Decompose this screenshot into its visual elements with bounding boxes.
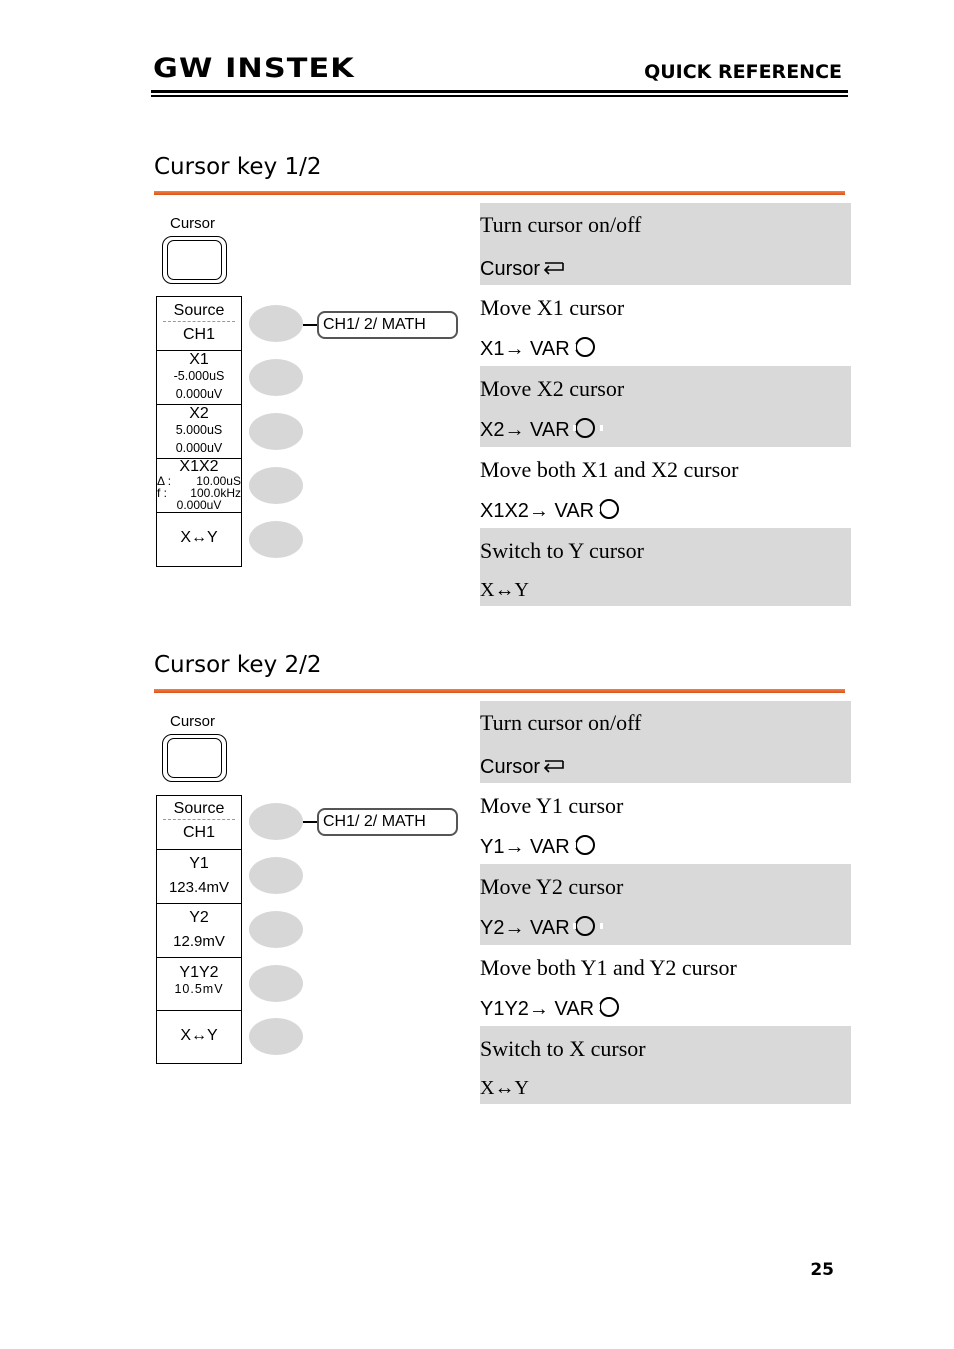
source-options-box: CH1/ 2/ MATH — [317, 808, 458, 836]
row-desc: Move X2 cursor — [480, 376, 625, 401]
key-text: X1→ VAR — [480, 338, 570, 360]
softkey-1[interactable] — [249, 803, 303, 840]
section-divider — [154, 191, 845, 195]
row-key — [480, 835, 595, 859]
softkey-5[interactable] — [249, 1018, 303, 1055]
x2-volt: 0.000uV — [175, 441, 223, 455]
row-desc: Turn cursor on/off — [480, 710, 642, 735]
section-title: Cursor key 2/2 — [154, 652, 322, 678]
y1-value: 123.4mV — [168, 879, 230, 896]
softkey-3[interactable] — [249, 911, 303, 948]
row-key — [480, 916, 595, 940]
menu-y1 — [157, 850, 241, 904]
delta-value: 10.00uS — [196, 474, 241, 488]
cursor-button-label: Cursor — [170, 215, 216, 232]
header-rule-thin — [151, 95, 848, 97]
freq-value: 100.0kHz — [190, 486, 241, 500]
x1x2-volt: 0.000uV — [176, 498, 222, 512]
y2-label: Y2 — [189, 909, 209, 926]
row-desc: Switch to Y cursor — [480, 538, 644, 563]
softkey-2[interactable] — [249, 857, 303, 894]
page-number: 25 — [810, 1260, 834, 1280]
swap-label: X↔Y — [180, 1027, 218, 1044]
key-text: Y2→ VAR — [480, 917, 570, 939]
source-label: Source — [173, 800, 225, 817]
y1-label: Y1 — [189, 855, 209, 872]
softkey-4[interactable] — [249, 467, 303, 504]
menu-y2 — [157, 904, 241, 958]
softkey-4[interactable] — [249, 965, 303, 1002]
x1-time: -5.000uS — [173, 369, 225, 383]
y1y2-value: 10.5mV — [174, 982, 224, 996]
row-desc: Move both X1 and X2 cursor — [480, 457, 739, 482]
brand-logo: GW INSTEK — [153, 53, 355, 84]
menu-y1y2 — [157, 958, 241, 1011]
menu-source — [157, 297, 241, 351]
row-desc: Move Y2 cursor — [480, 874, 624, 899]
source-value: CH1 — [182, 824, 215, 841]
enter-icon — [542, 759, 564, 775]
source-options-box: CH1/ 2/ MATH — [317, 311, 458, 339]
source-leader-line — [303, 324, 318, 326]
header-section-title: QUICK REFERENCE — [644, 61, 842, 83]
y1y2-label: Y1Y2 — [179, 964, 219, 981]
key-text: X1X2→ VAR — [480, 500, 595, 522]
x1x2-label: X1X2 — [179, 458, 219, 475]
delta-symbol: Δ : — [157, 474, 172, 488]
key-text: Cursor — [480, 756, 541, 778]
x1-volt: 0.000uV — [175, 387, 223, 401]
row-key — [480, 418, 595, 442]
menu-swap — [157, 513, 241, 566]
variable-knob-icon — [575, 418, 595, 438]
variable-knob-icon — [599, 499, 619, 519]
variable-knob-icon — [575, 835, 595, 855]
row-key: X↔Y — [480, 1077, 529, 1099]
row-desc: Turn cursor on/off — [480, 212, 642, 237]
row-key — [480, 997, 619, 1021]
key-text: Y1Y2→ VAR — [480, 998, 595, 1020]
key-text: Cursor — [480, 258, 541, 280]
row-desc: Move Y1 cursor — [480, 793, 624, 818]
softkey-5[interactable] — [249, 521, 303, 558]
cursor-button[interactable] — [162, 236, 227, 284]
row-key — [480, 257, 564, 281]
variable-knob-icon — [575, 916, 595, 936]
source-label: Source — [173, 302, 225, 319]
x2-time: 5.000uS — [175, 423, 223, 437]
variable-knob-icon — [599, 997, 619, 1017]
row-key — [480, 337, 595, 361]
source-leader-line — [303, 821, 318, 823]
menu-swap — [157, 1011, 241, 1063]
section-title: Cursor key 1/2 — [154, 154, 322, 180]
row-key: X↔Y — [480, 579, 529, 601]
section-divider — [154, 689, 845, 693]
menu-source — [157, 796, 241, 850]
row-key — [480, 499, 619, 523]
y2-value: 12.9mV — [173, 933, 225, 950]
softkey-1[interactable] — [249, 305, 303, 342]
softkey-3[interactable] — [249, 413, 303, 450]
cursor-button-label: Cursor — [170, 713, 216, 730]
row-key — [480, 755, 564, 779]
row-desc: Switch to X cursor — [480, 1036, 646, 1061]
key-text: X2→ VAR — [480, 419, 570, 441]
key-text: Y1→ VAR — [480, 836, 570, 858]
cursor-softmenu — [156, 795, 242, 1064]
enter-icon — [542, 261, 564, 277]
menu-x1x2 — [157, 459, 241, 513]
freq-symbol: f : — [157, 486, 168, 500]
menu-x2 — [157, 405, 241, 459]
x2-label: X2 — [189, 405, 209, 422]
source-value: CH1 — [182, 326, 215, 343]
menu-x1 — [157, 351, 241, 405]
swap-label: X↔Y — [180, 529, 218, 546]
x1-label: X1 — [189, 351, 209, 368]
row-desc: Move X1 cursor — [480, 295, 625, 320]
row-desc: Move both Y1 and Y2 cursor — [480, 955, 737, 980]
cursor-button[interactable] — [162, 734, 227, 782]
variable-knob-icon — [575, 337, 595, 357]
cursor-softmenu — [156, 296, 242, 567]
softkey-2[interactable] — [249, 359, 303, 396]
header-rule — [151, 90, 848, 93]
